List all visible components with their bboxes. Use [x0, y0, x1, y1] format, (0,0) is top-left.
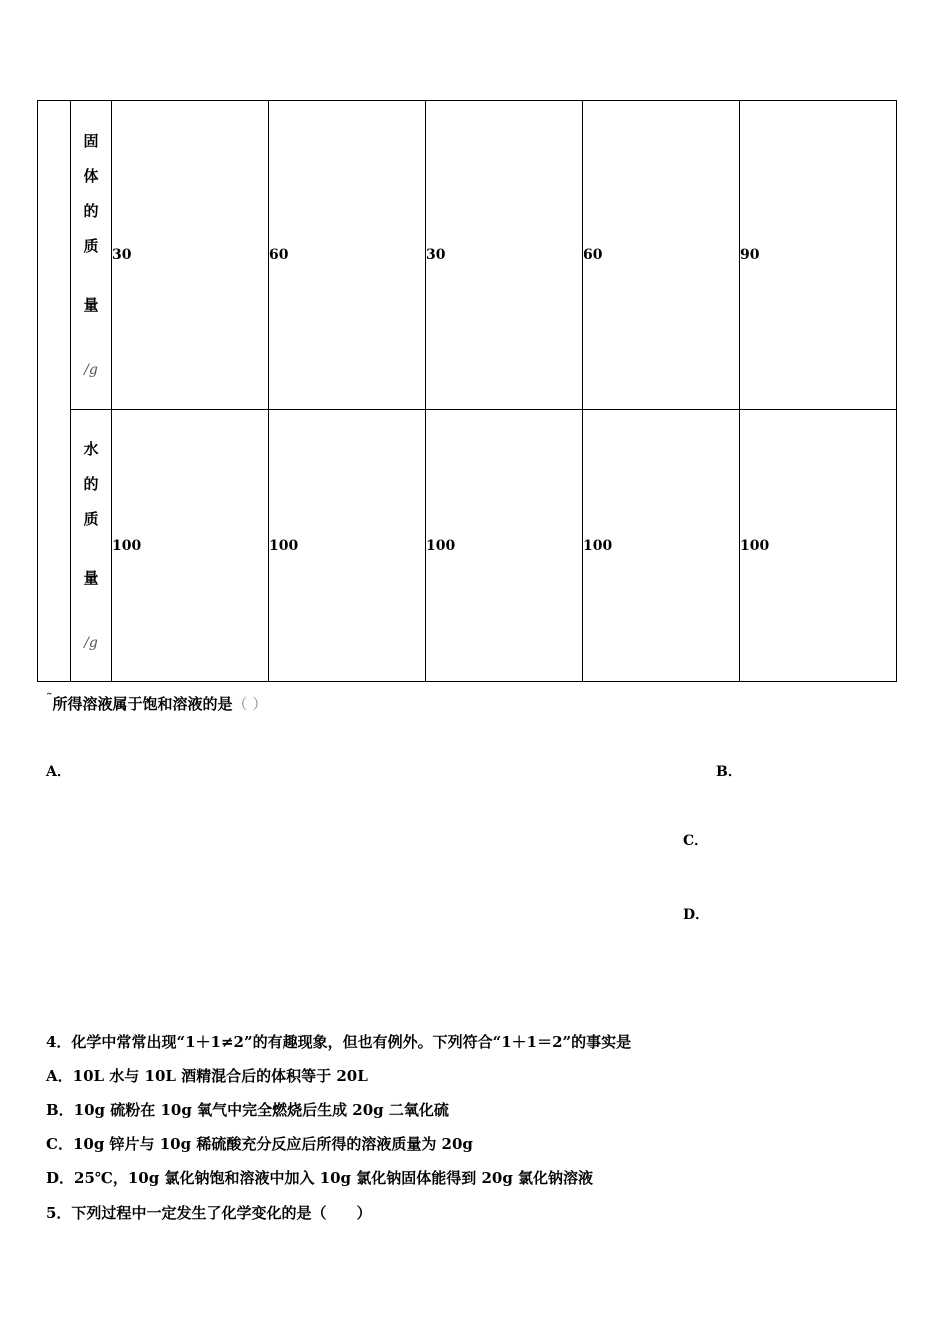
row-header-unit: /g [84, 634, 98, 651]
question-4-option-d: D．25℃，10g 氯化钠饱和溶液中加入 10g 氯化钠固体能得到 20g 氯化钠溶液 [46, 1169, 594, 1187]
question-3-stem [46, 692, 268, 713]
question-3-text: 所得溶液属于饱和溶液的是 [52, 695, 233, 713]
row-header-solid-mass [71, 101, 112, 410]
question-3-paren: （ ） [232, 695, 268, 713]
row-header-char: 质 [83, 236, 99, 255]
row-header-char: 固 [83, 131, 99, 150]
row-header-char: 质 [83, 509, 99, 528]
data-table [37, 100, 897, 682]
table-cell: 60 [583, 101, 740, 410]
row-header-char: 体 [83, 166, 99, 185]
table-cell: 30 [112, 101, 269, 410]
question-5-stem: 5．下列过程中一定发生了化学变化的是（ ） [46, 1204, 372, 1222]
question-3-option-d: D． [683, 907, 710, 923]
question-3-option-a: A． [46, 764, 71, 780]
table-cell: 100 [583, 410, 740, 682]
row-header-char: 量 [83, 568, 99, 587]
question-4-option-a: A．10L 水与 10L 酒精混合后的体积等于 20L [46, 1067, 368, 1085]
table-cell: 30 [426, 101, 583, 410]
row-header-char: 的 [83, 201, 99, 220]
question-4-stem: 4．化学中常常出现“1＋1≠2”的有趣现象，但也有例外。下列符合“1＋1＝2”的事实是 [46, 1033, 632, 1051]
question-4-option-b: B．10g 硫粉在 10g 氧气中完全燃烧后生成 20g 二氧化硫 [46, 1101, 449, 1119]
table-blank-column [38, 101, 71, 682]
row-header-char: 的 [83, 474, 99, 493]
table-cell: 100 [269, 410, 426, 682]
row-header-char: 水 [83, 439, 99, 458]
table-cell: 60 [269, 101, 426, 410]
table-row-water-mass [38, 410, 897, 682]
question-3-option-c: C． [683, 833, 709, 849]
row-header-char: 量 [83, 295, 99, 314]
row-header-water-mass [71, 410, 112, 682]
table-cell: 100 [426, 410, 583, 682]
question-3-mark: ˜ [46, 692, 53, 707]
question-4-option-c: C．10g 锌片与 10g 稀硫酸充分反应后所得的溶液质量为 20g [46, 1135, 473, 1153]
question-3-option-b: B． [716, 764, 742, 780]
table-cell: 100 [740, 410, 897, 682]
row-header-unit: /g [84, 361, 98, 378]
table-cell: 90 [740, 101, 897, 410]
table-row-solid-mass [38, 101, 897, 410]
table-cell: 100 [112, 410, 269, 682]
